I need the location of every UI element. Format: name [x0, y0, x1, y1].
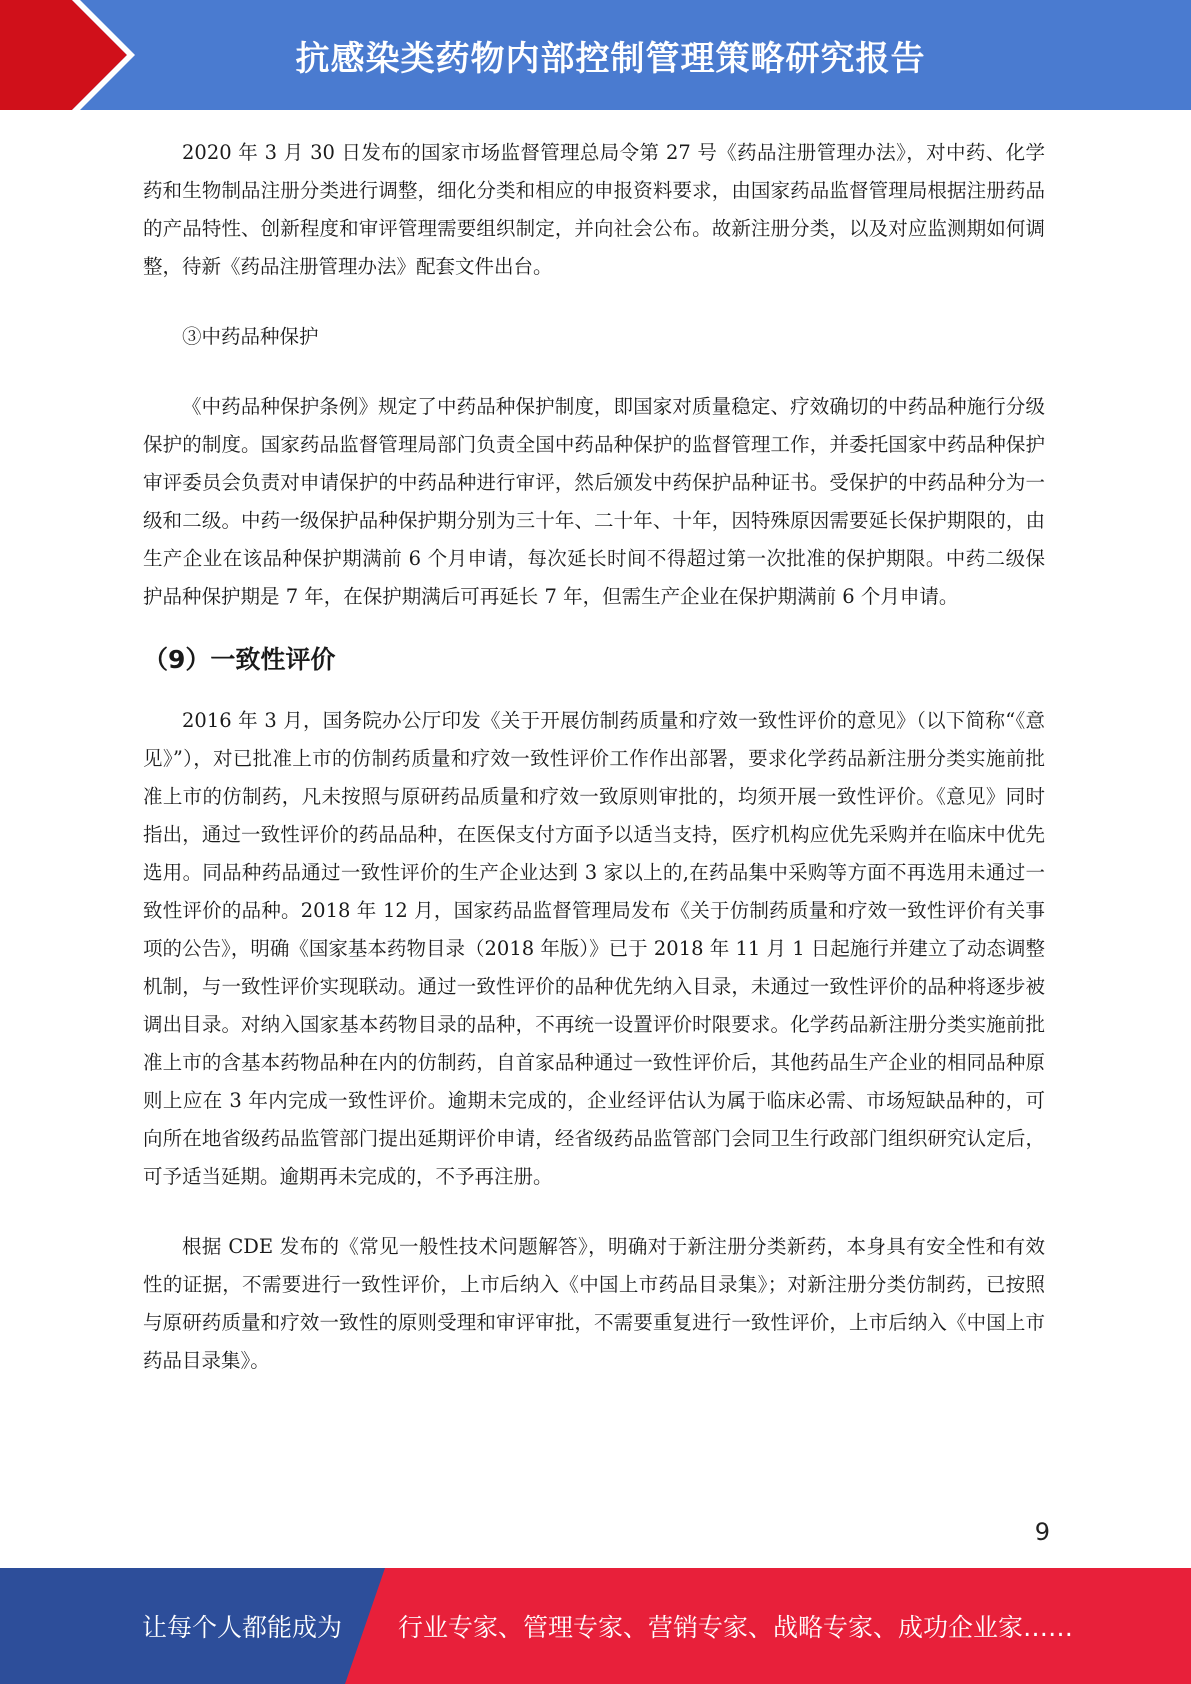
paragraph-consistency-evaluation: 2016 年 3 月，国务院办公厅印发《关于开展仿制药质量和疗效一致性评价的意见》（以下简称“《意见》”），对已批准上市的仿制药质量和疗效一致性评价工作作出部署，要求化学药品新注册分类实施前批准上市的仿制药，凡未按照与原研药品质量和疗效一致原则审批的，均须开展一致性评价。《意见》同时指出，通过一致性评价的药品品种，在医保支付方面予以适当支持，医疗机构应优先采购并在临床中优先选用。同品种药品通过一致性评价的生产企业达到 3 家以上的,在药品集中采购等方面不再选用未通过一致性评价的品种。2018 年 12 月，国家药品监督管理局发布《关于仿制药质量和疗效一致性评价有关事项的公告》，明确《国家基本药物目录（2018 年版）》已于 2018 年 11 月 1 日起施行并建立了动态调整机制，与一致性评价实现联动。通过一致性评价的品种优先纳入目录，未通过一致性评价的品种将逐步被调出目录。对纳入国家基本药物目录的品种，不再统一设置评价时限要求。化学药品新注册分类实施前批准上市的含基本药物品种在内的仿制药，自首家品种通过一致性评价后，其他药品生产企业的相同品种原则上应在 3 年内完成一致性评价。逾期未完成的，企业经评估认为属于临床必需、市场短缺品种的，可向所在地省级药品监管部门提出延期评价申请，经省级药品监管部门会同卫生行政部门组织研究认定后，可予适当延期。逾期再未完成的，不予再注册。	[143, 709, 1045, 1188]
footer-slogan-lead: 让每个人都能成为	[142, 1613, 343, 1642]
footer-slogan-roles: 行业专家、管理专家、营销专家、战略专家、成功企业家……	[398, 1613, 1074, 1642]
paragraph-registration-measures: 2020 年 3 月 30 日发布的国家市场监督管理总局令第 27 号《药品注册管理办法》，对中药、化学药和生物制品注册分类进行调整，细化分类和相应的申报资料要求，由国家药品监督管理局根据注册药品的产品特性、创新程度和审评管理需要组织制定，并向社会公布。故新注册分类，以及对应监测期如何调整，待新《药品注册管理办法》配套文件出台。	[143, 141, 1045, 278]
chevron-arrow-icon	[0, 0, 160, 110]
paragraph-cde-answers: 根据 CDE 发布的《常见一般性技术问题解答》，明确对于新注册分类新药，本身具有安全性和有效性的证据，不需要进行一致性评价，上市后纳入《中国上市药品目录集》；对新注册分类仿制药，已按照与原研药质量和疗效一致性的原则受理和审评审批，不需要重复进行一致性评价，上市后纳入《中国上市药品目录集》。	[143, 1235, 1045, 1372]
report-title: 抗感染类药物内部控制管理策略研究报告	[295, 38, 926, 79]
page-number: 9	[1034, 1518, 1050, 1546]
page-header	[0, 0, 1191, 110]
paragraph-tcm-protection: 《中药品种保护条例》规定了中药品种保护制度，即国家对质量稳定、疗效确切的中药品种施行分级保护的制度。国家药品监督管理局部门负责全国中药品种保护的监督管理工作，并委托国家中药品种保护审评委员会负责对申请保护的中药品种进行审评，然后颁发中药保护品种证书。受保护的中药品种分为一级和二级。中药一级保护品种保护期分别为三十年、二十年、十年，因特殊原因需要延长保护期限的，由生产企业在该品种保护期满前 6 个月申请，每次延长时间不得超过第一次批准的保护期限。中药二级保护品种保护期是 7 年，在保护期满后可再延长 7 年，但需生产企业在保护期满前 6 个月申请。	[143, 395, 1045, 608]
page-body	[143, 120, 1045, 1380]
section-heading-consistency-evaluation: （9）一致性评价	[143, 645, 336, 674]
page-footer	[0, 1568, 1191, 1684]
subheading-tcm-protection: ③中药品种保护	[182, 325, 319, 348]
